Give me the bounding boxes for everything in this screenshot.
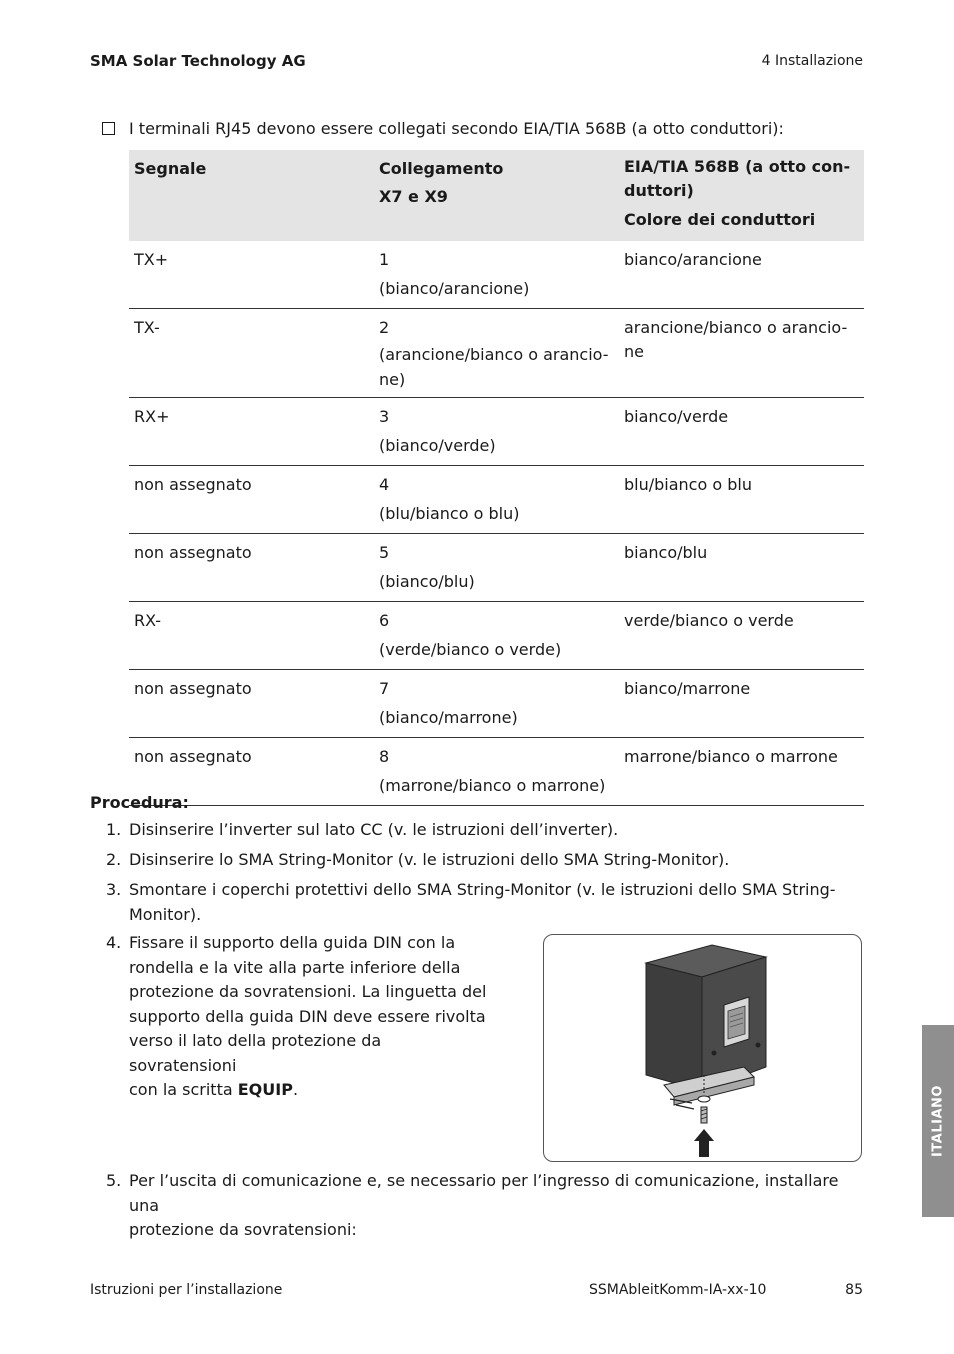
header-signal (129, 150, 374, 241)
cell-signal: non assegnato (129, 466, 374, 534)
pin-color: (bianco/verde) (379, 436, 496, 455)
pin-number: 1 (379, 250, 390, 269)
procedure-title: Procedura: (90, 793, 189, 812)
step-number: 3. (106, 880, 122, 899)
step-text (129, 848, 864, 873)
pin-color: (marrone/bianco o marrone) (379, 776, 606, 795)
cell-signal: TX- (129, 309, 374, 398)
wire-color: verde/bianco o verde (624, 611, 794, 630)
cell-signal: TX+ (129, 241, 374, 309)
step-line: Disinserire lo SMA String-Monitor (v. le istruzioni dello SMA String-Monitor). (129, 850, 730, 869)
cell-signal: non assegnato (129, 534, 374, 602)
cell-wire (619, 534, 864, 602)
cell-signal: RX- (129, 602, 374, 670)
pin-color: (blu/bianco o blu) (379, 504, 520, 523)
table-row (129, 738, 864, 806)
surge-protector-illustration (544, 935, 861, 1161)
footer-doc-code: SSMAbleitKomm-IA-xx-10 (589, 1282, 767, 1298)
table-row (129, 398, 864, 466)
check-item (102, 119, 784, 138)
step-line: supporto della guida DIN deve essere rivolta (129, 1006, 486, 1026)
wire-color: blu/bianco o blu (624, 475, 752, 494)
step-number: 1. (106, 820, 122, 839)
header-company: SMA Solar Technology AG (90, 52, 306, 70)
step-line-last (129, 1078, 489, 1103)
arrow-up-icon (694, 1129, 714, 1157)
wire-color: bianco/arancione (624, 250, 762, 269)
header-line: EIA/TIA 568B (a otto con- (624, 157, 851, 176)
table-row (129, 602, 864, 670)
step-line: Per l’uscita di comunicazione e, se necessario per l’ingresso di comunicazione, installare una (129, 1171, 839, 1215)
cell-pin (374, 466, 619, 534)
cell-pin (374, 241, 619, 309)
table-row (129, 466, 864, 534)
pin-color: (bianco/arancione) (379, 279, 530, 298)
table-row (129, 241, 864, 309)
cell-pin (374, 670, 619, 738)
checkbox-icon (102, 122, 115, 135)
step-number: 4. (106, 933, 122, 952)
pin-number: 7 (379, 679, 390, 698)
header-line: duttori) (624, 181, 694, 200)
cell-pin (374, 738, 619, 806)
step-line: Smontare i coperchi protettivi dello SMA String-Monitor (v. le istruzioni dello SMA String- (129, 880, 836, 899)
cell-wire (619, 670, 864, 738)
header-connection (374, 150, 619, 241)
step-number: 2. (106, 850, 122, 869)
language-tab (922, 1025, 954, 1217)
footer-doc-title: Istruzioni per l’installazione (90, 1282, 283, 1298)
cell-wire (619, 309, 864, 398)
cell-signal: non assegnato (129, 738, 374, 806)
step-line: rondella e la vite alla parte inferiore della (129, 957, 461, 977)
cell-wire (619, 466, 864, 534)
step-text (129, 1169, 864, 1243)
step-text (129, 931, 489, 1103)
wire-color: bianco/verde (624, 407, 729, 426)
language-tab-label: ITALIANO (930, 1085, 946, 1157)
pin-color: (bianco/blu) (379, 572, 475, 591)
step-text-prefix: con la scritta (129, 1080, 238, 1099)
pin-number: 8 (379, 747, 390, 766)
step-text (129, 818, 864, 843)
pin-number: 3 (379, 407, 390, 426)
cell-wire (619, 241, 864, 309)
header-line: Collegamento (379, 159, 504, 178)
page-number: 85 (845, 1282, 863, 1298)
wiring-table (129, 150, 864, 806)
cell-pin (374, 398, 619, 466)
pin-color: (arancione/bianco o arancio- (379, 345, 609, 364)
step-line: protezione da sovratensioni. La linguetta del (129, 982, 487, 1001)
cell-pin (374, 309, 619, 398)
header-line: Segnale (134, 159, 207, 178)
cell-signal: RX+ (129, 398, 374, 466)
step-line: Monitor). (129, 904, 202, 924)
wire-color: bianco/marrone (624, 679, 751, 698)
pin-number: 6 (379, 611, 390, 630)
step-line: protezione da sovratensioni: (129, 1220, 357, 1239)
header-line: Colore dei conduttori (624, 210, 816, 229)
pin-color: ne) (379, 370, 406, 389)
cell-wire (619, 738, 864, 806)
wire-color: marrone/bianco o marrone (624, 747, 838, 766)
pin-number: 2 (379, 318, 390, 337)
wire-color: bianco/blu (624, 543, 708, 562)
surge-protector-figure (543, 934, 862, 1162)
equip-label: EQUIP (237, 1080, 293, 1099)
pin-number: 4 (379, 475, 390, 494)
table-row (129, 670, 864, 738)
cell-pin (374, 602, 619, 670)
pin-color: (bianco/marrone) (379, 708, 518, 727)
cell-wire (619, 398, 864, 466)
step-line: verso il lato della protezione da sovratensioni (129, 1031, 382, 1075)
step-line: Disinserire l’inverter sul lato CC (v. le istruzioni dell’inverter). (129, 820, 619, 839)
wire-color: arancione/bianco o arancio- (624, 318, 848, 337)
header-line: X7 e X9 (379, 187, 448, 206)
step-text (129, 878, 864, 927)
pin-number: 5 (379, 543, 390, 562)
table-row (129, 534, 864, 602)
wire-color: ne (624, 342, 644, 361)
step-line: Fissare il supporto della guida DIN con la (129, 933, 456, 952)
header-wire-color (619, 150, 864, 241)
step-text-suffix: . (292, 1080, 299, 1099)
table-row (129, 309, 864, 398)
table-header-row (129, 150, 864, 241)
cell-signal: non assegnato (129, 670, 374, 738)
pin-color: (verde/bianco o verde) (379, 640, 562, 659)
check-item-text: I terminali RJ45 devono essere collegati secondo EIA/TIA 568B (a otto conduttori): (129, 119, 784, 138)
cell-wire (619, 602, 864, 670)
step-number: 5. (106, 1171, 122, 1190)
header-section: 4 Installazione (761, 53, 863, 69)
cell-pin (374, 534, 619, 602)
